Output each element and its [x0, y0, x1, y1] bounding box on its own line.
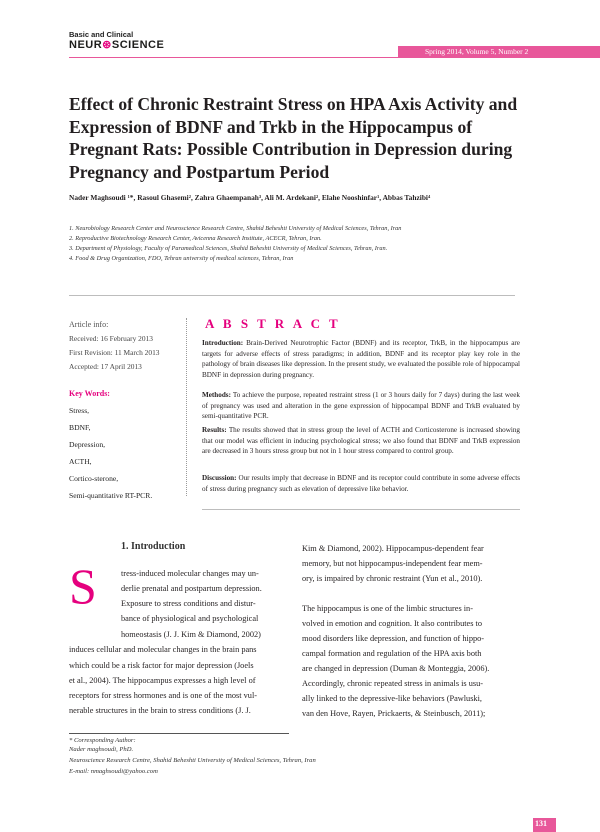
body-text-line: volved in emotion and cognition. It also contributes to — [302, 619, 482, 628]
abstract-intro-text: Brain-Derived Neurotrophic Factor (BDNF) and its receptor, TrkB, in the hippocampus are targets for adverse effects of stress paradigms; in addition, BDNF and its receptor play key role in the pathology of brain diseases like depression. In the present study, we evaluated the possible role of hippocampal BDNF in depression during pregnancy. — [202, 339, 521, 380]
body-text-line: which could be a risk factor for major depression (Joels — [69, 661, 254, 670]
keyword: BDNF, — [69, 423, 91, 432]
header-rule — [69, 57, 600, 58]
body-text-line: nerable structures in the brain to stress conditions (J. J. — [69, 706, 251, 715]
affiliation-1: 1. Neurobiology Research Center and Neuroscience Research Centre, Shahid Beheshti University of Medical Sciences, Tehran, Iran — [69, 225, 402, 232]
abstract-methods-text: To achieve the purpose, repeated restraint stress (1 or 3 hours daily for 7 days) during the last week of pregnancy was used and alteration in the gene expression of hippocampal BDNF and TrkB evaluated by semi-quantitative PCR. — [202, 391, 520, 421]
body-text-line: campal formation and regulation of the HPA axis both — [302, 649, 482, 658]
footnote-email: E-mail: nmaghsoudi@yahoo.com — [69, 768, 158, 775]
abstract-methods — [202, 390, 520, 422]
body-text-line: Exposure to stress conditions and distur- — [121, 599, 256, 608]
body-text-line: Accordingly, chronic repeated stress in animals is usu- — [302, 679, 484, 688]
abstract-discussion — [202, 473, 520, 494]
journal-logo — [69, 38, 164, 51]
body-text-line: bance of physiological and psychological — [121, 614, 259, 623]
accepted-date: Accepted: 17 April 2013 — [69, 362, 142, 371]
abstract-bottom-rule — [202, 509, 520, 510]
keyword: ACTH, — [69, 457, 92, 466]
journal-logo-part-a: NEUR — [69, 39, 103, 51]
section-heading-introduction: 1. Introduction — [121, 541, 186, 552]
abstract-results-text: The results showed that in stress group the level of ACTH and Corticosterone is increased showing that our model was efficient in inducing psychological stress; we also found that BDNF and TrkB expression are decreased in 3 hours stress group but not in 1 hour stress compared to control group. — [202, 426, 520, 456]
body-text-line: ory, is impaired by chronic restraint (Yun et al., 2010). — [302, 574, 483, 583]
paper-title: Effect of Chronic Restraint Stress on HPA Axis Activity and Expression of BDNF and Trkb in the Hippocampus of Pregnant Rats: Possible Contribution in Depression during Pregnancy and Postpartum Period — [69, 94, 518, 182]
footnote-rule — [69, 733, 289, 734]
keywords-heading: Key Words: — [69, 389, 110, 398]
body-text-line: receptors for stress hormones and is one of the most vul- — [69, 691, 258, 700]
abstract-heading: A B S T R A C T — [205, 316, 341, 331]
keyword: Semi-quantitative RT-PCR. — [69, 491, 153, 500]
received-date: Received: 16 February 2013 — [69, 334, 153, 343]
footnote-label: * Corresponding Author: — [69, 737, 136, 744]
keyword: Stress, — [69, 406, 90, 415]
body-text-line: induces cellular and molecular changes in the brain pans — [69, 645, 257, 654]
body-text-line: are changed in depression (Duman & Monteggia, 2006). — [302, 664, 490, 673]
revised-date: First Revision: 11 March 2013 — [69, 348, 160, 357]
abstract-results-label: Results: — [202, 426, 227, 434]
body-text-line: derlie prenatal and postpartum depression. — [121, 584, 262, 593]
issue-label: Spring 2014, Volume 5, Number 2 — [425, 47, 529, 56]
brain-logo-icon: ⊛ — [102, 39, 112, 51]
abstract-intro-label: Introduction: — [202, 339, 244, 347]
body-text-line: tress-induced molecular changes may un- — [121, 569, 259, 578]
footnote-address: Neuroscience Research Centre, Shahid Beheshti University of Medical Sciences, Tehran, Iran — [69, 757, 316, 764]
journal-logo-top: Basic and Clinical — [69, 30, 134, 39]
abstract-discussion-label: Discussion: — [202, 474, 237, 482]
keyword: Cortico-sterone, — [69, 474, 119, 483]
body-text-line: van den Hove, Rayen, Prickaerts, & Steinbusch, 2011); — [302, 709, 486, 718]
affiliation-2: 2. Reproductive Biotechnology Research Center, Avicenna Research Institute, ACECR, Tehran, Iran. — [69, 235, 322, 242]
abstract-methods-label: Methods: — [202, 391, 231, 399]
footnote-name: Nader maghsoudi, PhD. — [69, 746, 134, 753]
column-separator — [186, 318, 187, 496]
journal-logo-part-b: SCIENCE — [111, 39, 165, 51]
page-number: 131 — [535, 819, 547, 828]
body-text-line: mood disorders like depression, and function of hippo- — [302, 634, 485, 643]
body-text-line: Kim & Diamond, 2002). Hippocampus-dependent fear — [302, 544, 484, 553]
body-text-line: ally linked to the depressive-like behaviors (Pawluski, — [302, 694, 482, 703]
drop-cap: S — [69, 558, 97, 614]
body-text-line: et al., 2004). The hippocampus expresses a high level of — [69, 676, 256, 685]
abstract-introduction — [202, 338, 520, 381]
body-text-line: The hippocampus is one of the limbic structures in- — [302, 604, 473, 613]
body-text-line: homeostasis (J. J. Kim & Diamond, 2002) — [121, 630, 261, 639]
article-info-heading: Article info: — [69, 320, 109, 329]
affiliation-3: 3. Department of Physiology, Faculty of Paramedical Sciences, Shahid Beheshti University of Medical Sciences, Tehran, Iran. — [69, 245, 388, 252]
abstract-results — [202, 425, 520, 457]
author-list: Nader Maghsoudi ¹*, Rasoul Ghasemi², Zahra Ghaempanah³, Ali M. Ardekani², Elahe Nooshinfar¹, Abbas Tahzibi⁴ — [69, 193, 431, 202]
section-divider — [69, 295, 515, 296]
affiliation-4: 4. Food & Drug Organization, FDO, Tehran university of medical sciences, Tehran, Iran — [69, 255, 294, 262]
abstract-discussion-text: Our results imply that decrease in BDNF and its receptor could contribute in some adverse effects of stress during pregnancy such as elevation of depressive like behavior. — [202, 474, 520, 493]
body-text-line: memory, but not hippocampus-independent fear mem- — [302, 559, 483, 568]
keyword: Depression, — [69, 440, 106, 449]
